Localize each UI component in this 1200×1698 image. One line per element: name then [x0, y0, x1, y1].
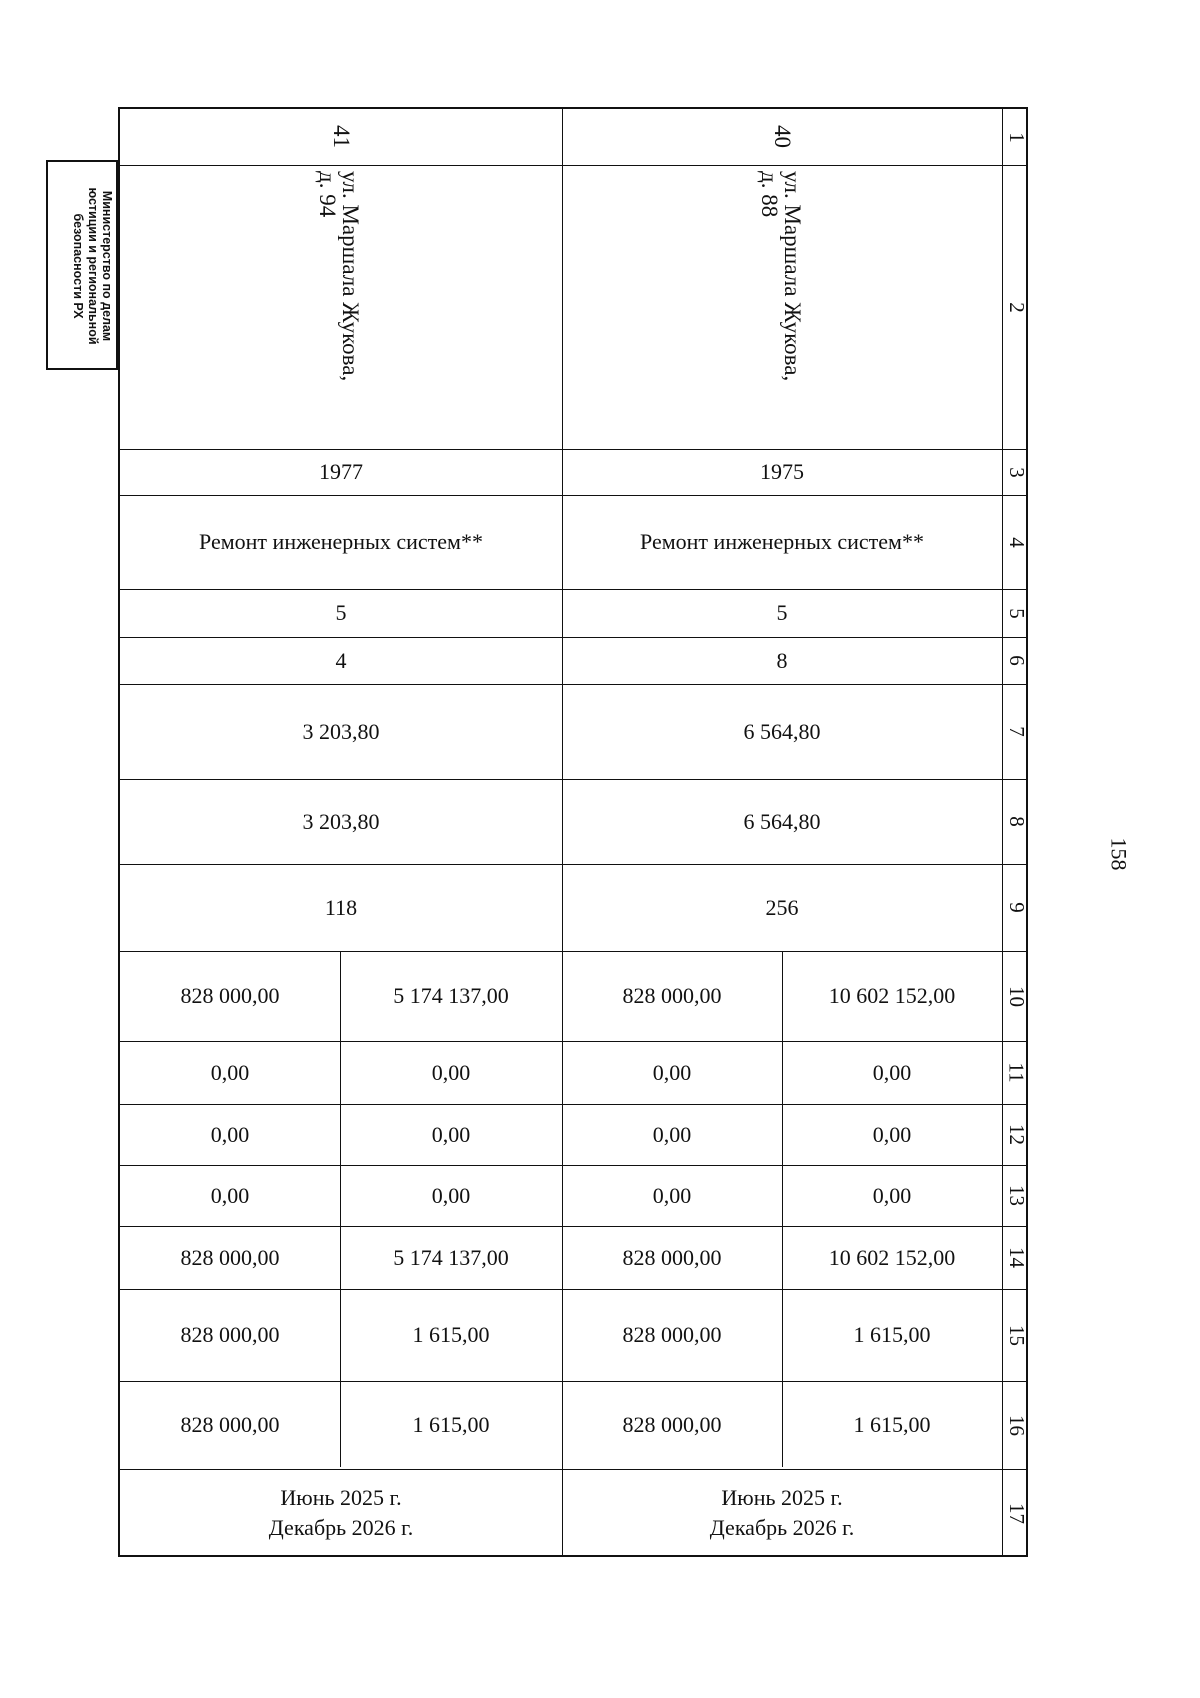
cost-cell: 0,00	[872, 1182, 912, 1208]
living-area: 3 203,80	[302, 808, 380, 834]
column-number: 10	[1004, 985, 1029, 1007]
column-number: 11	[1004, 1062, 1029, 1083]
page-number: 158	[1106, 837, 1131, 871]
cost-cell: 0,00	[210, 1059, 250, 1085]
build-year: 1977	[319, 459, 363, 485]
cost-cell: 1 615,00	[853, 1322, 931, 1348]
floors: 5	[335, 600, 347, 626]
cost-cell: 828 000,00	[180, 1244, 280, 1270]
residents: 118	[324, 894, 358, 920]
living-area: 6 564,80	[743, 808, 821, 834]
cost-cell: 0,00	[431, 1182, 471, 1208]
object-address-cell	[120, 165, 562, 449]
build-year: 1975	[760, 459, 804, 485]
ministry-stamp	[46, 160, 118, 370]
object-address: ул. Маршала Жукова, д. 88	[757, 171, 805, 382]
column-number: 8	[1004, 816, 1029, 827]
column-number: 7	[1004, 726, 1029, 737]
data-table	[118, 107, 1028, 1557]
column-divider	[1002, 109, 1003, 1555]
object-number-40: 40	[769, 125, 795, 149]
cost-cell: 828 000,00	[180, 1412, 280, 1438]
cost-cell: 0,00	[652, 1121, 692, 1147]
cost-cell: 828 000,00	[622, 1244, 722, 1270]
cost-cell: 0,00	[210, 1182, 250, 1208]
cost-cell: 828 000,00	[180, 983, 280, 1009]
column-number: 14	[1004, 1247, 1029, 1268]
column-number: 2	[1004, 301, 1029, 313]
column-number: 6	[1004, 655, 1029, 666]
cost-cell: 0,00	[872, 1121, 912, 1147]
residents: 256	[765, 894, 799, 920]
column-number: 9	[1004, 902, 1029, 913]
cost-cell: 828 000,00	[622, 983, 722, 1009]
column-number: 5	[1004, 607, 1029, 619]
stamp-text: Министерство по делам юстиции и региональной безопасности РХ	[71, 187, 114, 345]
cost-cell: 828 000,00	[180, 1322, 280, 1348]
cost-cell: 10 602 152,00	[828, 1244, 956, 1270]
column-number: 17	[1004, 1502, 1029, 1524]
object-address: ул. Маршала Жукова, д. 94	[315, 171, 363, 382]
entrances: 8	[776, 647, 788, 673]
cost-cell: 0,00	[872, 1059, 912, 1085]
cost-cell: 1 615,00	[853, 1412, 931, 1438]
object-address-cell	[562, 165, 1002, 449]
column-number: 12	[1004, 1124, 1029, 1145]
column-number: 4	[1004, 536, 1029, 548]
column-number: 13	[1004, 1185, 1029, 1206]
column-number: 16	[1004, 1414, 1029, 1436]
cost-cell: 1 615,00	[412, 1412, 490, 1438]
cost-cell: 0,00	[652, 1182, 692, 1208]
cost-cell: 0,00	[210, 1121, 250, 1147]
cost-cell: 1 615,00	[412, 1322, 490, 1348]
cost-cell: 828 000,00	[622, 1412, 722, 1438]
total-area: 6 564,80	[743, 718, 821, 744]
column-number: 1	[1004, 131, 1029, 143]
floors: 5	[776, 600, 788, 626]
cost-cell: 0,00	[431, 1121, 471, 1147]
entrances: 4	[335, 647, 347, 673]
column-number: 3	[1004, 466, 1029, 478]
work-type: Ремонт инженерных систем**	[199, 529, 483, 555]
cost-cell: 828 000,00	[622, 1322, 722, 1348]
work-type: Ремонт инженерных систем**	[640, 529, 924, 555]
cost-cell: 0,00	[431, 1059, 471, 1085]
work-period: Июнь 2025 г. Декабрь 2026 г.	[709, 1485, 855, 1540]
total-area: 3 203,80	[302, 718, 380, 744]
cost-cell: 5 174 137,00	[393, 1244, 509, 1270]
cost-cell: 10 602 152,00	[828, 983, 956, 1009]
work-period: Июнь 2025 г. Декабрь 2026 г.	[268, 1485, 414, 1540]
cost-cell: 5 174 137,00	[393, 983, 509, 1009]
column-number: 15	[1004, 1324, 1029, 1346]
object-number-41: 41	[328, 125, 354, 149]
cost-cell: 0,00	[652, 1059, 692, 1085]
